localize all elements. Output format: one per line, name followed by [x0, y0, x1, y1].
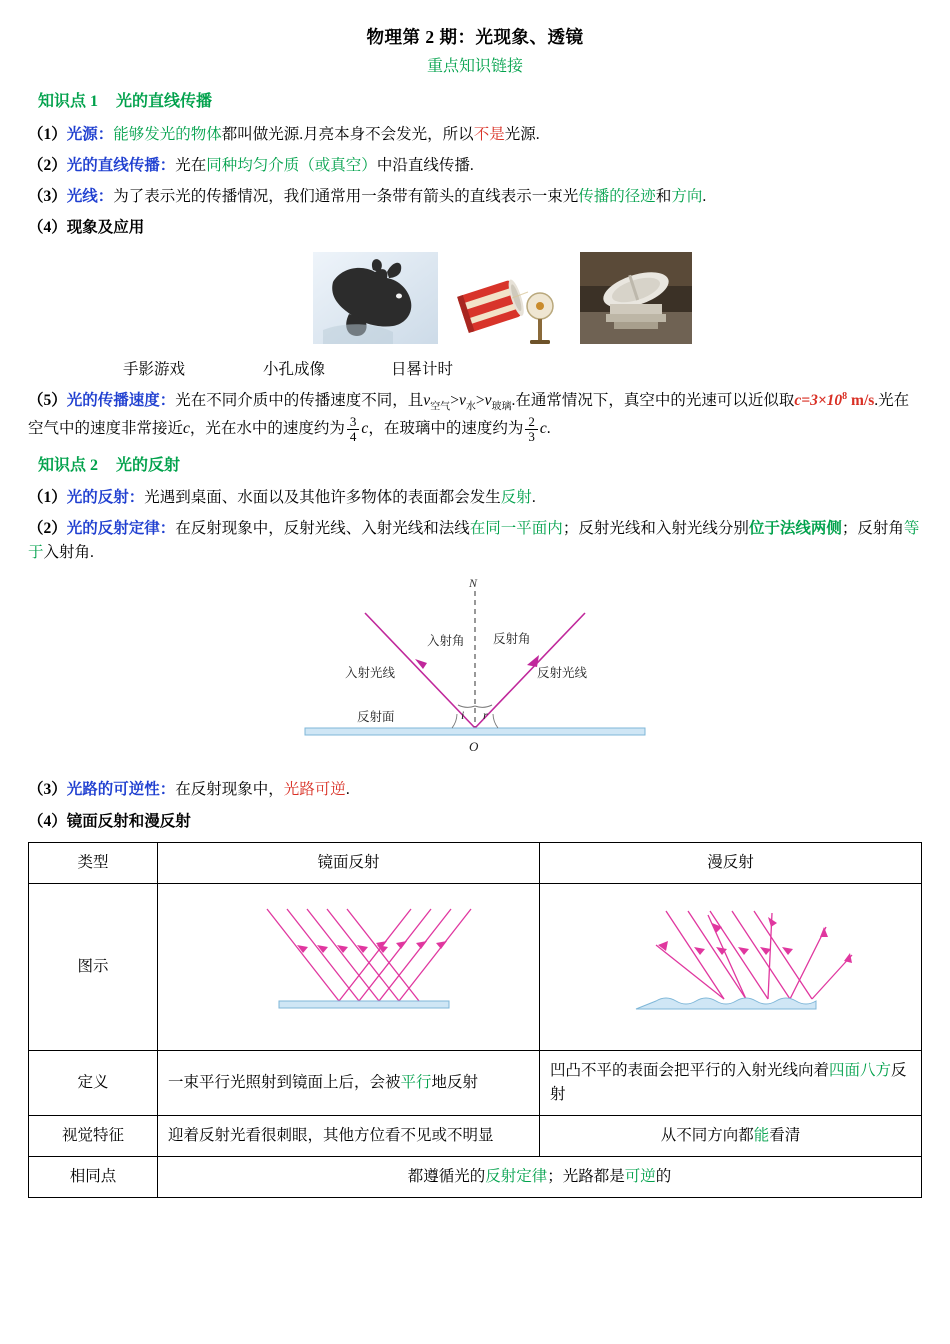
- item-2-1-p2: .: [531, 489, 536, 507]
- table-row: [29, 1156, 922, 1197]
- item-2-1-p1: 反射: [500, 489, 532, 507]
- def-spec-p0: 一束平行光照射到镜面上后，会被: [168, 1073, 401, 1091]
- def-spec-p1: 平行: [400, 1073, 432, 1091]
- item-2-1-label: 光的反射：: [66, 489, 145, 507]
- table-row: [29, 1115, 922, 1156]
- def-diff-p2: 反射: [550, 1061, 907, 1103]
- fraction-three-quarters: [347, 415, 360, 444]
- c-symbol-3: c: [539, 419, 547, 437]
- item-1-1-p2: 不是: [473, 125, 505, 143]
- item-2-2-p5: 等于: [28, 520, 920, 562]
- v-sub-glass: 玻璃: [491, 401, 512, 413]
- specular-reflection-diagram: [158, 883, 540, 1050]
- item-1-3-p4: .: [702, 187, 707, 205]
- header-specular: 镜面反射: [158, 842, 540, 883]
- def-spec-p2: 地反射: [431, 1073, 479, 1091]
- figure-row: [313, 252, 922, 352]
- item-1-5-label: 光的传播速度：: [66, 391, 176, 409]
- item-1-1-label: 光源：: [66, 125, 114, 143]
- row-label-common: 相同点: [29, 1156, 158, 1197]
- vis-diff-p0: 从不同方向都: [660, 1126, 754, 1144]
- item-1-3-p3: 方向: [671, 187, 703, 205]
- item-1-1: [28, 123, 922, 147]
- c-symbol-2: c: [361, 419, 369, 437]
- item-1-3-p1: 传播的径迹: [578, 187, 656, 205]
- item-1-4-num: （4）: [28, 218, 67, 236]
- common-points-cell: [158, 1156, 922, 1197]
- item-1-2-num: （2）: [28, 156, 67, 174]
- item-1-2-p1: 同种均匀介质（或真空）: [206, 156, 377, 174]
- item-2-2-p2: ；反射光线和入射光线分别: [562, 520, 749, 538]
- reflection-law-diagram: [245, 573, 705, 771]
- svg-text:入射光线: 入射光线: [345, 666, 396, 681]
- item-2-2-label: 光的反射定律：: [66, 520, 176, 538]
- pinhole-imaging-image: [454, 252, 564, 352]
- diffuse-reflection-diagram: [540, 883, 922, 1050]
- item-1-5-t1: 光在不同介质中的传播速度不同，且: [175, 391, 424, 409]
- common-p0: 都遵循光的: [407, 1167, 486, 1185]
- item-1-2-label: 光的直线传播：: [66, 156, 176, 174]
- gt-2: >: [475, 391, 485, 409]
- item-1-1-p3: 光源.: [504, 125, 540, 143]
- item-2-1-num: （1）: [28, 489, 67, 507]
- visual-diffuse: [540, 1115, 922, 1156]
- item-1-5-t3: .光在空气中的速度非常接近: [28, 391, 910, 437]
- header-diffuse: 漫反射: [540, 842, 922, 883]
- caption-pinhole: 小孔成像: [263, 360, 326, 378]
- caption-hand-shadow: 手影游戏: [123, 360, 186, 378]
- svg-text:r: r: [483, 708, 488, 723]
- item-2-2-p4: ；反射角: [841, 520, 904, 538]
- frac1-numerator: 3: [347, 415, 360, 430]
- item-2-2-p1: 在同一平面内: [469, 520, 563, 538]
- item-1-5-t5: ，在玻璃中的速度约为: [368, 419, 524, 437]
- v-symbol-water: v: [458, 391, 466, 409]
- row-label-visual: 视觉特征: [29, 1115, 158, 1156]
- item-1-5-t4: ，光在水中的速度约为: [189, 419, 345, 437]
- def-diff-p1: 四面八方: [829, 1061, 892, 1079]
- c-value: c=3×10: [794, 391, 843, 409]
- item-2-1-p0: 光遇到桌面、水面以及其他许多物体的表面都会发生: [144, 489, 501, 507]
- item-1-5: [28, 389, 922, 444]
- item-2-2-p6: 入射角.: [43, 544, 94, 562]
- page-title: 物理第 2 期：光现象、透镜: [366, 27, 584, 47]
- frac2-numerator: 2: [525, 415, 538, 430]
- item-2-3-label: 光路的可逆性：: [66, 781, 176, 799]
- section-2-title: 光的反射: [116, 456, 181, 474]
- c-exponent: 8: [842, 390, 848, 402]
- gt-1: >: [450, 391, 459, 409]
- caption-sundial: 日晷计时: [391, 360, 454, 378]
- svg-text:i: i: [461, 708, 465, 723]
- header-type: 类型: [29, 842, 158, 883]
- sundial-image: [580, 252, 692, 352]
- item-1-2-p2: 中沿直线传播.: [376, 156, 474, 174]
- v-sub-water: 水: [465, 401, 476, 413]
- vis-spec-p0: 迎着反射光看很刺眼，其他方位看不见或不明显: [168, 1126, 494, 1144]
- item-2-4: [28, 810, 922, 834]
- item-1-3-num: （3）: [28, 187, 67, 205]
- fraction-two-thirds: [525, 415, 538, 444]
- svg-text:入射角: 入射角: [427, 634, 465, 649]
- item-1-5-num: （5）: [28, 391, 67, 409]
- v-symbol-glass: v: [484, 391, 492, 409]
- frac1-denominator: 4: [349, 428, 357, 444]
- v-symbol-air: v: [423, 391, 431, 409]
- svg-text:N: N: [469, 576, 478, 591]
- item-1-2-p0: 光在: [175, 156, 207, 174]
- item-1-2: [28, 154, 922, 178]
- definition-diffuse: [540, 1050, 922, 1115]
- svg-text:反射角: 反射角: [493, 632, 531, 647]
- v-sub-air: 空气: [430, 401, 451, 413]
- svg-text:O: O: [469, 739, 479, 755]
- item-2-2-p3: 位于法线两侧: [748, 520, 842, 538]
- item-1-3-p0: 为了表示光的传播情况，我们通常用一条带有箭头的直线表示一束光: [113, 187, 579, 205]
- common-p3: 可逆: [624, 1167, 656, 1185]
- item-2-3-p0: 在反射现象中，: [175, 781, 284, 799]
- item-1-1-num: （1）: [28, 125, 67, 143]
- table-header-row: [29, 842, 922, 883]
- table-row: [29, 1050, 922, 1115]
- vis-diff-p1: 能: [753, 1126, 770, 1144]
- item-1-4: [28, 216, 922, 240]
- section-1-title: 光的直线传播: [116, 92, 213, 110]
- svg-text:反射面: 反射面: [357, 710, 395, 725]
- section-1-label: 知识点 1: [38, 92, 99, 110]
- hand-shadow-image: [313, 252, 438, 352]
- item-2-4-label: 镜面反射和漫反射: [66, 812, 191, 830]
- common-p4: 的: [655, 1167, 672, 1185]
- c-unit: m/s: [847, 391, 875, 409]
- item-1-4-label: 现象及应用: [66, 218, 145, 236]
- item-2-2-num: （2）: [28, 520, 67, 538]
- item-2-3-num: （3）: [28, 781, 67, 799]
- c-symbol-1: c: [183, 419, 190, 437]
- section-2-label: 知识点 2: [38, 456, 99, 474]
- svg-text:反射光线: 反射光线: [537, 666, 588, 681]
- item-1-3-p2: 和: [655, 187, 672, 205]
- section-heading-1: [38, 90, 922, 115]
- item-1-5-t2: .在通常情况下，真空中的光速可以近似取: [511, 391, 795, 409]
- item-2-1: [28, 486, 922, 510]
- item-1-3: [28, 185, 922, 209]
- common-p1: 反射定律: [485, 1167, 548, 1185]
- vis-diff-p2: 看清: [769, 1126, 801, 1144]
- definition-specular: [158, 1050, 540, 1115]
- item-2-3: [28, 778, 922, 802]
- item-2-2: [28, 517, 922, 565]
- visual-specular: [158, 1115, 540, 1156]
- item-1-1-p0: 能够发光的物体: [113, 125, 222, 143]
- page-subtitle: 重点知识链接: [426, 58, 523, 76]
- row-label-definition: 定义: [29, 1050, 158, 1115]
- section-heading-2: [38, 454, 922, 479]
- item-1-5-t6: .: [546, 419, 551, 437]
- row-label-diagram: 图示: [29, 883, 158, 1050]
- item-1-3-label: 光线：: [66, 187, 114, 205]
- common-p2: ；光路都是: [547, 1167, 625, 1185]
- reflection-comparison-table: [28, 842, 922, 1198]
- frac2-denominator: 3: [528, 428, 535, 444]
- item-2-3-p2: .: [345, 781, 350, 799]
- item-2-3-p1: 光路可逆: [283, 781, 346, 799]
- item-1-1-p1: 都叫做光源.月亮本身不会发光，所以: [221, 125, 474, 143]
- item-2-4-num: （4）: [28, 812, 67, 830]
- figure-captions: [123, 358, 922, 382]
- table-row: [29, 883, 922, 1050]
- item-2-2-p0: 在反射现象中，反射光线、入射光线和法线: [175, 520, 470, 538]
- def-diff-p0: 凹凸不平的表面会把平行的入射光线向着: [550, 1061, 830, 1079]
